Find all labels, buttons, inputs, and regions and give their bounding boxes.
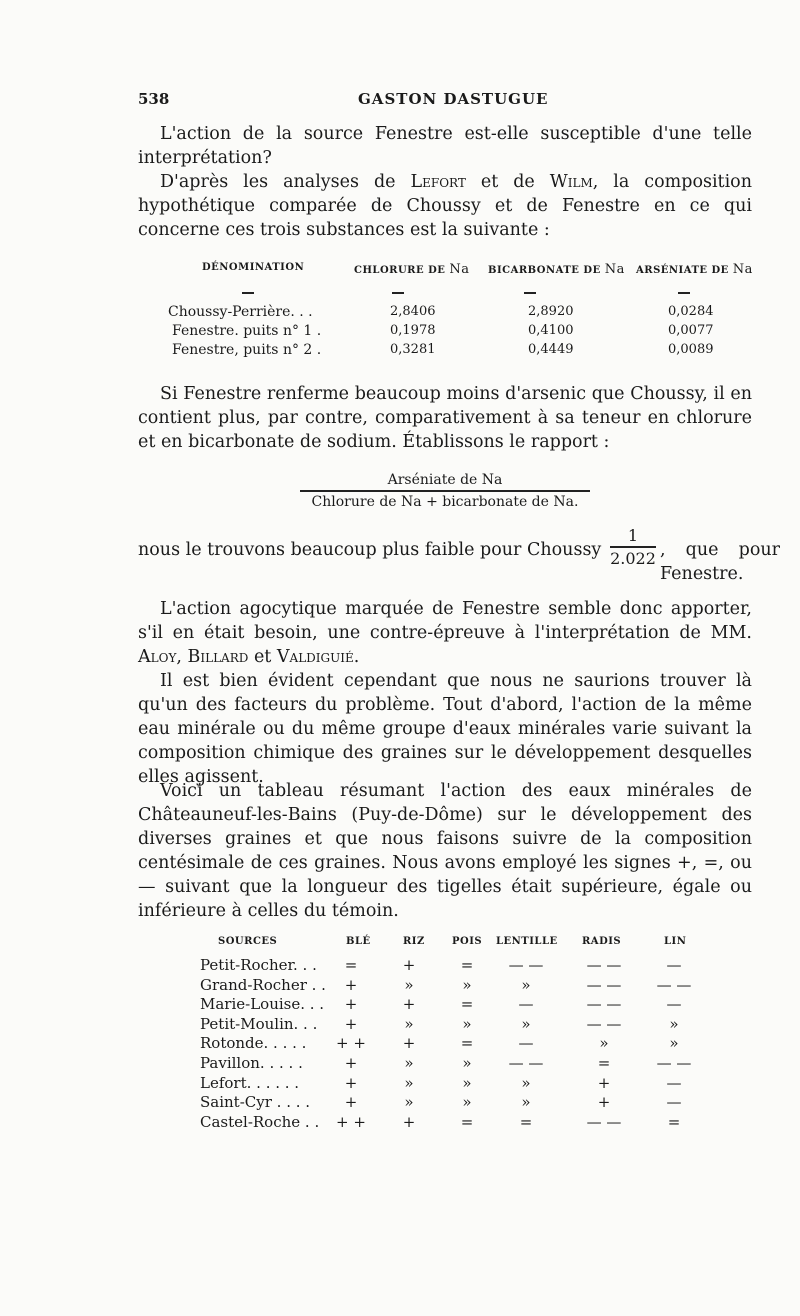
author-wilm: Wilm bbox=[549, 172, 593, 192]
row-riz: » bbox=[404, 1014, 414, 1033]
row-lentille: » bbox=[521, 1014, 531, 1033]
row-arseniate: 0,0089 bbox=[668, 342, 714, 357]
row-source: Rotonde. . . . . bbox=[200, 1034, 307, 1053]
row-riz: + bbox=[402, 956, 416, 974]
header-bicarbonate: BICARBONATE DE Na bbox=[488, 262, 625, 277]
row-riz: + bbox=[402, 1112, 416, 1131]
row-riz: + bbox=[402, 1034, 416, 1053]
row-pois: » bbox=[462, 1054, 472, 1072]
row-ble: + bbox=[344, 1014, 358, 1033]
row-riz: » bbox=[404, 1093, 414, 1112]
paragraph-1: L'action de la source Fenestre est-elle susceptible d'une telle interprétation? bbox=[138, 124, 752, 168]
row-radis: + bbox=[597, 1073, 611, 1092]
paragraph-6: Il est bien évident cependant que nous ne saurions trouver là qu'un des facteurs du problème. Tout d'abord, l'action de la même eau minérale ou du même groupe d'eaux minérales varie suivant la composition chimique des graines sur le développement desquelles elles agissent. bbox=[138, 671, 752, 787]
row-radis: » bbox=[599, 1034, 609, 1053]
small-fraction-denominator: 2.022 bbox=[610, 548, 656, 568]
header-riz: RIZ bbox=[403, 936, 425, 947]
row-radis: — — bbox=[586, 1112, 622, 1131]
header-rule bbox=[242, 292, 254, 294]
fraction-numerator: Arséniate de Na bbox=[387, 472, 503, 488]
header-lin: LIN bbox=[664, 936, 687, 947]
row-ble: = bbox=[344, 956, 358, 974]
paragraph-4a: nous le trouvons beaucoup plus faible pour Choussy bbox=[138, 540, 602, 560]
header-pois: POIS bbox=[452, 936, 483, 947]
row-pois: » bbox=[462, 1093, 472, 1112]
header-rule bbox=[524, 292, 536, 294]
row-lin: — — bbox=[656, 975, 692, 994]
row-lin: — — bbox=[656, 1054, 692, 1072]
row-source: Marie-Louise. . . bbox=[200, 995, 325, 1014]
choussy-fraction bbox=[610, 526, 656, 568]
row-source: Petit-Rocher. . . bbox=[200, 956, 317, 974]
row-ble: + bbox=[344, 1054, 358, 1072]
header-rule bbox=[678, 292, 690, 294]
row-pois: » bbox=[462, 975, 472, 994]
row-lentille: — bbox=[518, 995, 534, 1014]
row-arseniate: 0,0284 bbox=[668, 304, 714, 319]
row-source: Pavillon. . . . . bbox=[200, 1054, 303, 1072]
row-lentille: — — bbox=[508, 956, 544, 974]
ratio-fraction bbox=[300, 472, 590, 510]
row-radis: — — bbox=[586, 995, 622, 1014]
paragraph-3: Si Fenestre renferme beaucoup moins d'arsenic que Choussy, il en contient plus, par contre, comparativement à sa teneur en chlorure et en bicarbonate de sodium. Établissons le rapport : bbox=[138, 384, 752, 452]
row-pois: » bbox=[462, 1014, 472, 1033]
header-arseniate: ARSÉNIATE DE Na bbox=[636, 262, 753, 277]
paragraph-5: L'action agocytique marquée de Fenestre semble donc apporter, s'il en était besoin, une contre-épreuve à l'interprétation de MM. Aloy, Billard et Valdiguié. bbox=[138, 599, 752, 667]
row-ble: + bbox=[344, 995, 358, 1014]
row-source: Grand-Rocher . . bbox=[200, 975, 326, 994]
paragraph-2: D'après les analyses de Lefort et de Wilm, la composition hypothétique comparée de Choussy et de Fenestre en ce qui concerne ces trois substances est la suivante : bbox=[138, 172, 752, 240]
header-sources: SOURCES bbox=[218, 936, 278, 947]
row-lin: = bbox=[667, 1112, 681, 1131]
row-riz: » bbox=[404, 1054, 414, 1072]
row-lentille: = bbox=[519, 1112, 533, 1131]
row-name: Choussy-Perrière. . . bbox=[168, 304, 313, 320]
row-source: Petit-Moulin. . . bbox=[200, 1014, 318, 1033]
row-lin: » bbox=[669, 1034, 679, 1053]
row-ble: + bbox=[344, 1073, 358, 1092]
row-bicarbonate: 0,4100 bbox=[528, 323, 574, 338]
row-lentille: » bbox=[521, 1093, 531, 1112]
row-radis: — — bbox=[586, 975, 622, 994]
row-bicarbonate: 0,4449 bbox=[528, 342, 574, 357]
row-chlorure: 0,1978 bbox=[390, 323, 436, 338]
row-riz: » bbox=[404, 975, 414, 994]
paragraph-4b: , que pour Fenestre. bbox=[660, 540, 780, 584]
small-fraction-bar bbox=[610, 546, 656, 548]
row-lentille: » bbox=[521, 1073, 531, 1092]
row-arseniate: 0,0077 bbox=[668, 323, 714, 338]
row-source: Saint-Cyr . . . . bbox=[200, 1093, 311, 1112]
fraction-denominator: Chlorure de Na + bicarbonate de Na. bbox=[311, 493, 579, 510]
paragraph-7: Voici un tableau résumant l'action des eaux minérales de Châteauneuf-les-Bains (Puy-de-Dôme) sur le développement des diverses graines et que nous faisons suivre de la composition centésimale de ces graines. Nous avons employé les signes +, =, ou — suivant que la longueur des tigelles était supérieure, égale ou inférieure à celles du témoin. bbox=[138, 781, 752, 921]
row-lin: — bbox=[666, 1093, 682, 1112]
header-ble: BLÉ bbox=[346, 936, 371, 947]
row-lin: » bbox=[669, 1014, 679, 1033]
author-lefort: Lefort bbox=[410, 172, 466, 192]
row-name: Fenestre, puits n° 2 . bbox=[172, 342, 322, 358]
row-pois: = bbox=[460, 1112, 474, 1131]
row-name: Fenestre. puits n° 1 . bbox=[172, 323, 322, 339]
row-pois: = bbox=[460, 1034, 474, 1053]
row-lentille: — — bbox=[508, 1054, 544, 1072]
header-denomination: DÉNOMINATION bbox=[202, 262, 305, 273]
header-rule bbox=[392, 292, 404, 294]
row-ble: + + bbox=[336, 1034, 366, 1053]
row-source: Castel-Roche . . bbox=[200, 1112, 320, 1131]
header-chlorure: CHLORURE DE Na bbox=[354, 262, 470, 277]
row-pois: = bbox=[460, 956, 474, 974]
row-radis: — — bbox=[586, 1014, 622, 1033]
header-radis: RADIS bbox=[582, 936, 622, 947]
row-riz: » bbox=[404, 1073, 414, 1092]
row-lentille: — bbox=[518, 1034, 534, 1053]
row-lin: — bbox=[666, 956, 682, 974]
row-pois: = bbox=[460, 995, 474, 1014]
row-source: Lefort. . . . . . bbox=[200, 1073, 300, 1092]
row-lin: — bbox=[666, 1073, 682, 1092]
row-chlorure: 0,3281 bbox=[390, 342, 436, 357]
row-radis: + bbox=[597, 1093, 611, 1112]
running-title: GASTON DASTUGUE bbox=[358, 90, 549, 108]
small-fraction-numerator: 1 bbox=[627, 526, 639, 545]
row-riz: + bbox=[402, 995, 416, 1014]
row-chlorure: 2,8406 bbox=[390, 304, 436, 319]
header-lentille: LENTILLE bbox=[496, 936, 558, 947]
running-header bbox=[138, 90, 748, 112]
fraction-bar bbox=[300, 490, 590, 492]
row-radis: = bbox=[597, 1054, 611, 1072]
row-ble: + + bbox=[336, 1112, 366, 1131]
row-ble: + bbox=[344, 1093, 358, 1112]
row-lentille: » bbox=[521, 975, 531, 994]
row-bicarbonate: 2,8920 bbox=[528, 304, 574, 319]
page-number: 538 bbox=[138, 90, 170, 108]
row-radis: — — bbox=[586, 956, 622, 974]
row-ble: + bbox=[344, 975, 358, 994]
row-pois: » bbox=[462, 1073, 472, 1092]
row-lin: — bbox=[666, 995, 682, 1014]
